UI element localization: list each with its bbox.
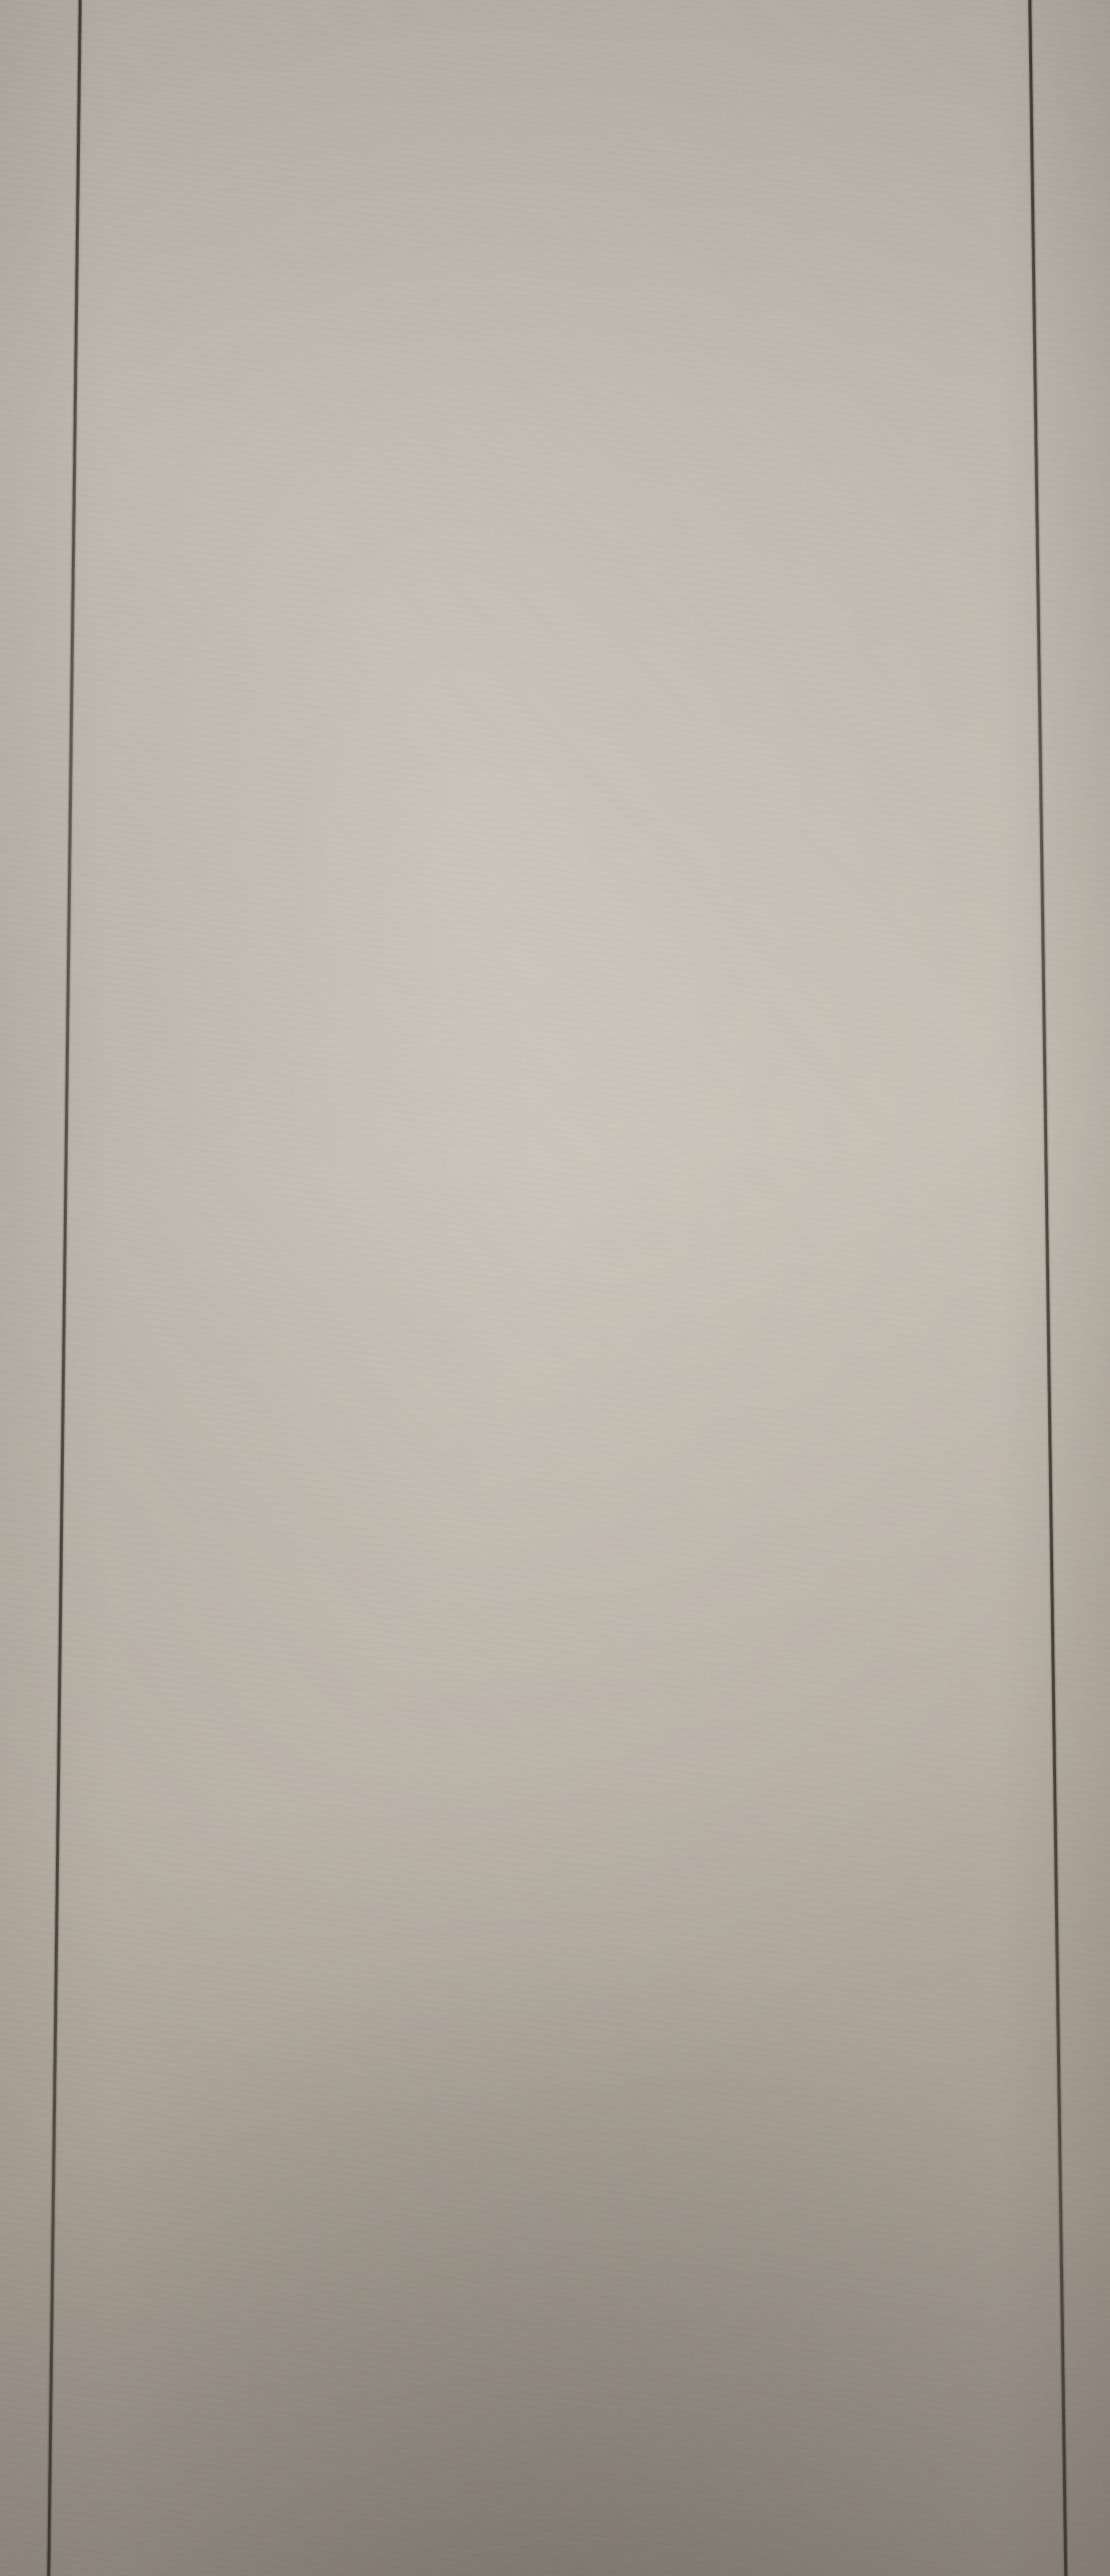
main-article-column: [102, 0, 1017, 2576]
column-rule-right: [1028, 0, 1067, 2576]
left-column-fragments: [0, 1, 66, 2]
column-rule-left: [47, 0, 82, 2576]
right-column-fragments: [1069, 24, 1110, 25]
